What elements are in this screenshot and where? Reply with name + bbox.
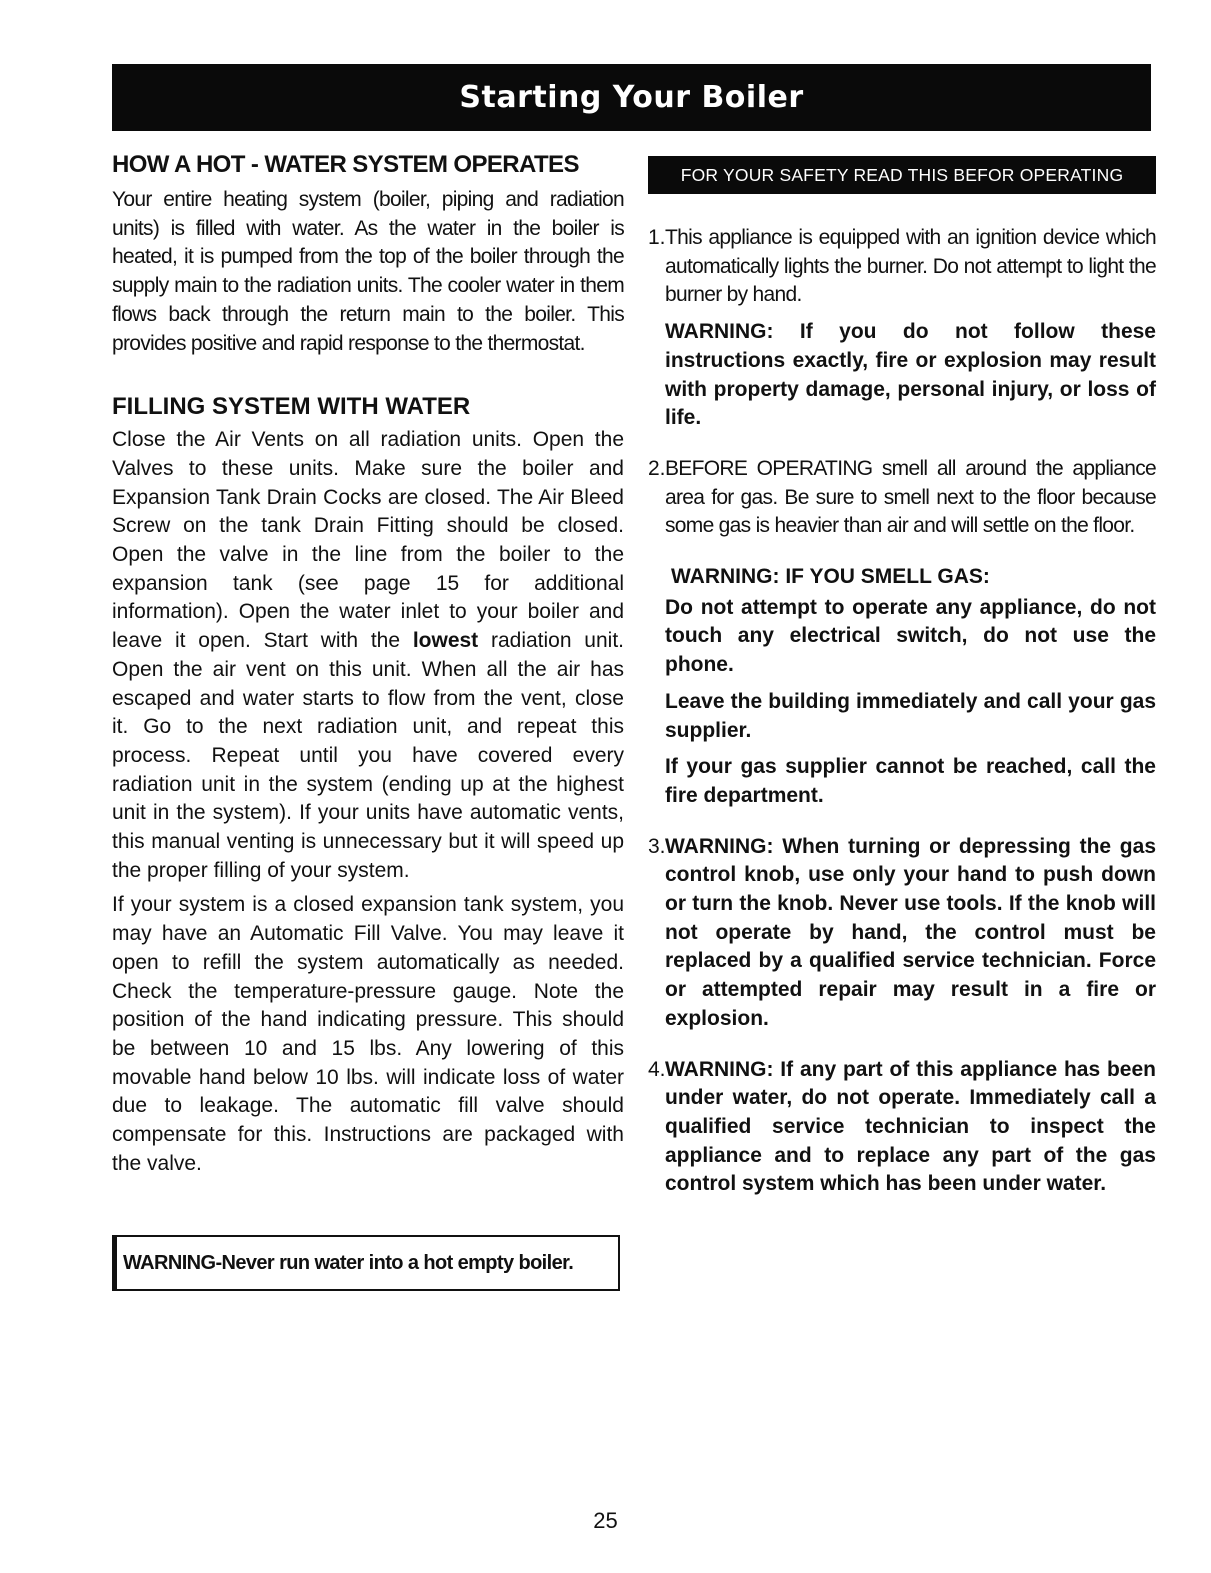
section-heading-filling-system: FILLING SYSTEM WITH WATER — [112, 393, 471, 421]
warning-box-hot-empty-boiler: WARNING-Never run water into a hot empty boiler. — [112, 1235, 620, 1291]
warning-text: WARNING: When turning or depressing the gas control knob, use only your hand to push down or turn the knob. Never use tools. If the knob will not operate by hand, the control must be replaced by a qualified service technician. Force or attempted repair may result in a fire or explosion. — [665, 834, 1156, 1030]
filling-text-part-2: radiation unit. Open the air vent on this unit. When all the air has escaped and water starts to flow from the vent, close it. Go to the next radiation unit, and repeat this process. Repeat until you have covered every radiation unit in the system (ending up at the highest unit in the system). If your units have automatic vents, this manual venting is unnecessary but it will speed up the proper filling of your system. — [112, 629, 624, 882]
warning-heading: WARNING: IF YOU SMELL GAS: — [671, 565, 990, 589]
list-item-body — [665, 1056, 1156, 1200]
list-number: 2. — [648, 456, 666, 480]
list-number: 3. — [648, 834, 666, 858]
list-item-body — [665, 833, 1156, 1034]
paragraph-automatic-fill-valve: If your system is a closed expansion tank system, you may have an Automatic Fill Valve. You may leave it open to refill the system automatically as needed. Check the temperature-pressure gauge. Note the position of the hand indicating pressure. This should be between 10 and 15 lbs. Any lowering of this movable hand below 10 lbs. will indicate loss of water due to leakage. The automatic fill valve should compensate for this. Instructions are packaged with the valve. — [112, 893, 624, 1175]
filling-text-part-1: Close the Air Vents on all radiation units. Open the Valves to these units. Make sure the boiler and Expansion Tank Drain Cocks are closed. The Air Bleed Screw on the tank Drain Fitting should be closed. Open the valve in the line from the boiler to the expansion tank (see page 15 for additional information). Open the water inlet to your boiler and leave it open. Start with the — [112, 428, 624, 653]
list-number: 4. — [648, 1057, 666, 1081]
list-item-4 — [648, 1056, 1156, 1200]
page-number: 25 — [593, 1508, 618, 1533]
list-item-1 — [648, 224, 1156, 433]
warning-text: Do not attempt to operate any appliance, do not touch any electrical switch, do not use the phone. — [665, 595, 1156, 677]
paragraph-system-operation: Your entire heating system (boiler, piping and radiation units) is filled with water. As the water in the boiler is heated, it is pumped from the top of the boiler through the supply main to the radiation units. The cooler water in them flows back through the return main to the boiler. This provides positive and rapid response to the thermostat. — [112, 188, 624, 355]
list-item-2 — [648, 455, 1156, 811]
section-heading-hot-water-system: HOW A HOT - WATER SYSTEM OPERATES — [112, 151, 579, 178]
list-item-body — [665, 224, 1156, 433]
warning-text: Leave the building immediately and call your gas supplier. — [665, 689, 1156, 742]
warning-text: WARNING: If you do not follow these instructions exactly, fire or explosion may result with property damage, personal injury, or loss of life. — [665, 320, 1156, 430]
list-item-text: This appliance is equipped with an ignition device which automatically lights the burner. Do not attempt to light the burner by hand. — [665, 226, 1156, 307]
list-item-3 — [648, 833, 1156, 1034]
filling-text-emphasis: lowest — [412, 629, 479, 653]
list-number: 1. — [648, 226, 666, 249]
safety-header-bar: FOR YOUR SAFETY READ THIS BEFOR OPERATING — [648, 156, 1156, 194]
left-column — [112, 150, 624, 1179]
warning-text: If your gas supplier cannot be reached, call the fire department. — [665, 755, 1156, 807]
paragraph-filling-instructions — [112, 426, 624, 885]
right-column — [648, 156, 1156, 1199]
list-item-body — [665, 455, 1156, 811]
page-title-banner: Starting Your Boiler — [112, 64, 1151, 131]
warning-text: WARNING: If any part of this appliance has been under water, do not operate. Immediately call a qualified service technician to inspect the appliance and to replace any part of the gas control system which has been under water. — [665, 1057, 1156, 1196]
list-item-text: BEFORE OPERATING smell all around the appliance area for gas. Be sure to smell next to the floor because some gas is heavier than air and will settle on the floor. — [665, 456, 1156, 538]
